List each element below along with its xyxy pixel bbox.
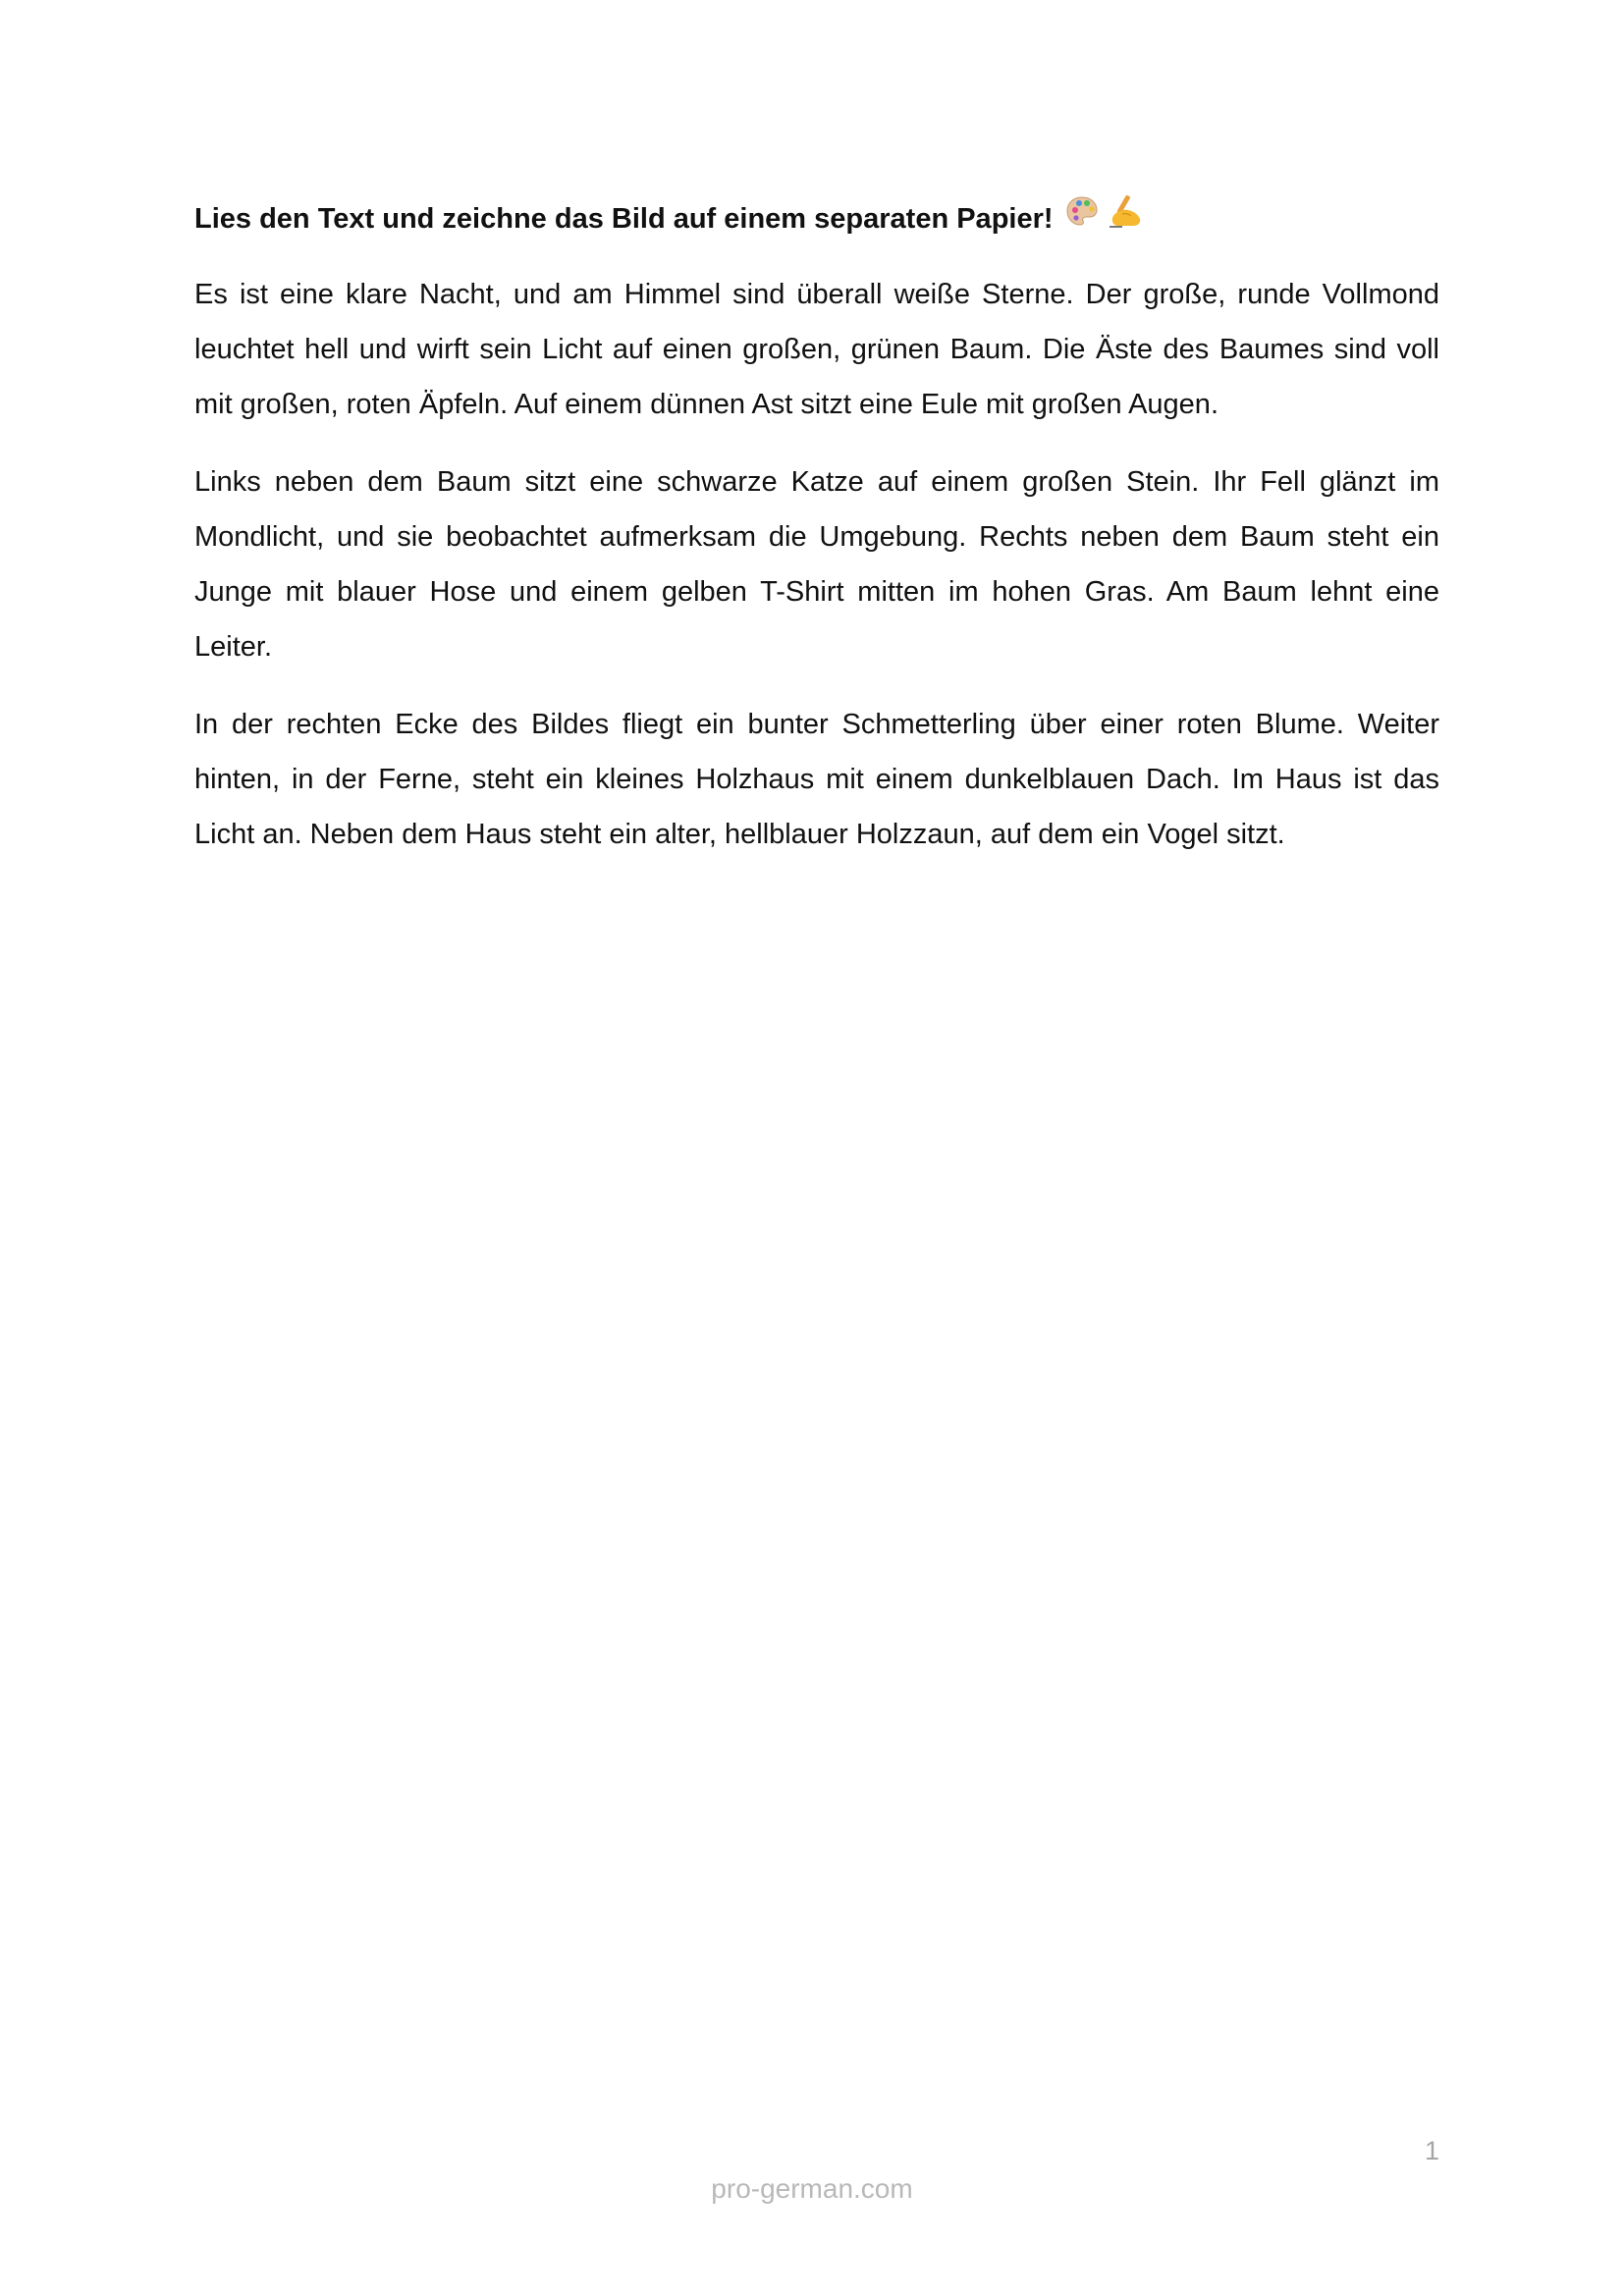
- paragraph-1: Es ist eine klare Nacht, und am Himmel sind überall weiße Sterne. Der große, runde Vollmond leuchtet hell und wirft sein Licht auf einen großen, grünen Baum. Die Äste des Baumes sind voll mit großen, roten Äpfeln. Auf einem dünnen Ast sitzt eine Eule mit großen Augen.: [194, 279, 1439, 420]
- document-body: [194, 192, 1439, 884]
- footer-website: pro-german.com: [711, 2173, 913, 2204]
- paragraph-3: In der rechten Ecke des Bildes fliegt ein bunter Schmetterling über einer roten Blume. Weiter hinten, in der Ferne, steht ein kleines Holzhaus mit einem dunkelblauen Dach. Im Haus ist das Licht an. Neben dem Haus steht ein alter, hellblauer Holzzaun, auf dem ein Vogel sitzt.: [194, 709, 1439, 850]
- heading-text: Lies den Text und zeichne das Bild auf einem separaten Papier!: [194, 203, 1054, 235]
- page-number: 1: [1424, 2136, 1439, 2165]
- task-heading: [194, 192, 1439, 245]
- writing-hand-icon: [1107, 192, 1144, 245]
- paragraph-2: Links neben dem Baum sitzt eine schwarze Katze auf einem großen Stein. Ihr Fell glänzt im Mondlicht, und sie beobachtet aufmerksam die Umgebung. Rechts neben dem Baum steht ein Junge mit blauer Hose und einem gelben T-Shirt mitten im hohen Gras. Am Baum lehnt eine Leiter.: [194, 466, 1439, 663]
- artist-palette-icon: [1065, 194, 1099, 243]
